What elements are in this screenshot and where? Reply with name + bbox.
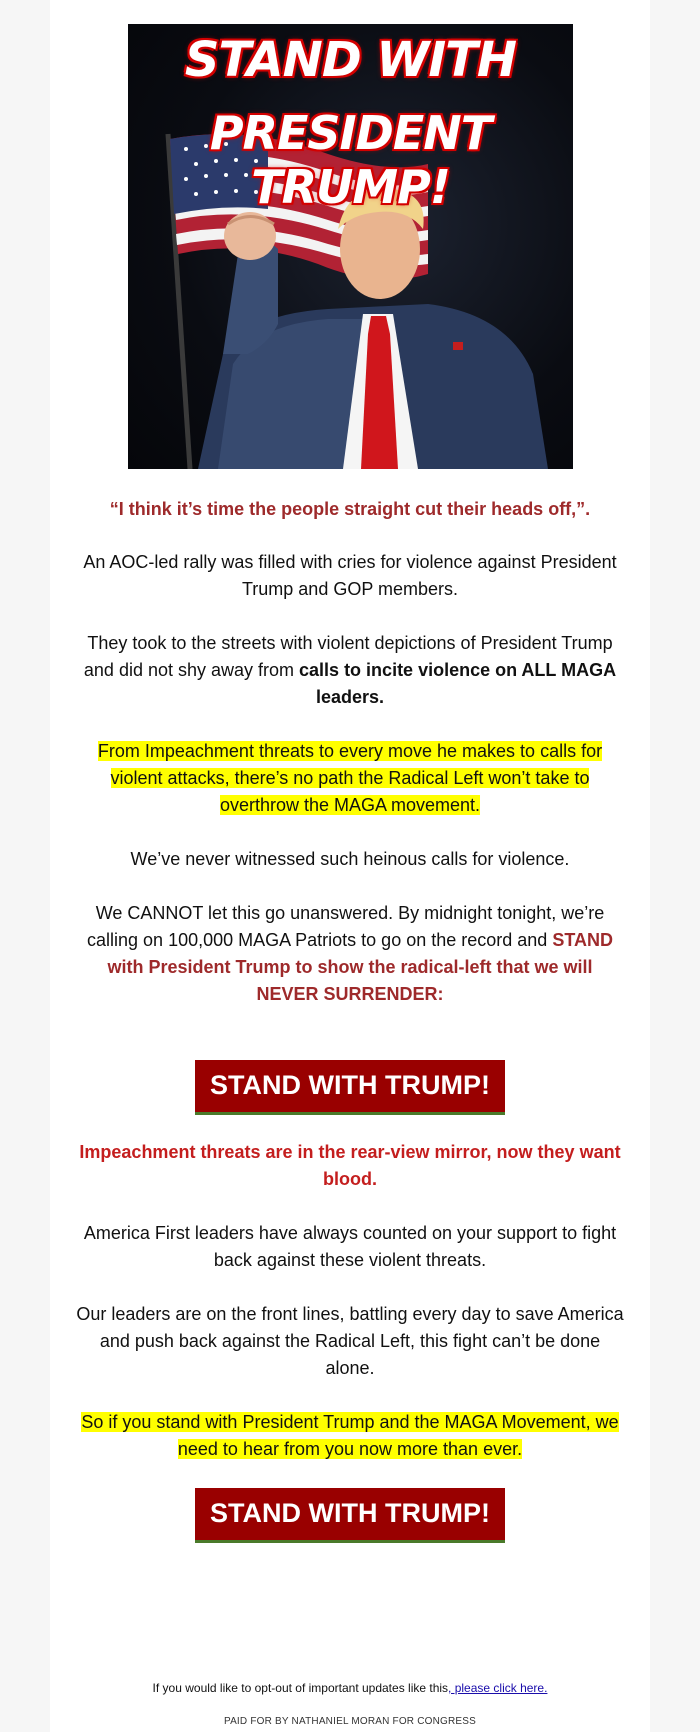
optout-footer xyxy=(50,1681,650,1695)
highlight-text-2: So if you stand with President Trump and the MAGA Movement, we need to hear from you now more than ever. xyxy=(81,1412,619,1459)
paragraph-cta-red: STAND with President Trump to show the radical-left that we will NEVER SURRENDER: xyxy=(107,930,613,1004)
paragraph-front-lines: Our leaders are on the front lines, battling every day to save America and push back against the Radical Left, this fight can’t be done alone. xyxy=(76,1304,624,1378)
paragraph-rally: An AOC-led rally was filled with cries for violence against President Trump and GOP members. xyxy=(83,552,617,599)
highlight-text-1: From Impeachment threats to every move he makes to calls for violent attacks, there’s no path the Radical Left won’t take to overthrow the MAGA movement. xyxy=(97,741,603,815)
hero-title-line1: STAND WITH xyxy=(184,32,517,88)
impeachment-text: Impeachment threats are in the rear-view mirror, now they want blood. xyxy=(79,1142,621,1189)
paragraph-call-to-action xyxy=(75,900,625,1008)
paragraph-cta-text: We CANNOT let this go unanswered. By midnight tonight, we’re calling on 100,000 MAGA Patriots to go on the record and xyxy=(87,903,605,950)
optout-text: If you would like to opt-out of important updates like this xyxy=(152,1681,449,1695)
quote-text: “I think it’s time the people straight cut their heads off,”. xyxy=(109,499,591,519)
trump-with-flag-photo-icon xyxy=(128,24,573,469)
paragraph-streets-bold: calls to incite violence on ALL MAGA leaders. xyxy=(299,660,617,707)
paragraph-streets xyxy=(75,630,625,711)
stand-with-trump-button-2[interactable]: STAND WITH TRUMP! xyxy=(195,1488,505,1543)
stand-with-trump-button-1[interactable]: STAND WITH TRUMP! xyxy=(195,1060,505,1115)
paragraph-highlight-1 xyxy=(75,738,625,819)
paragraph-heinous: We’ve never witnessed such heinous calls for violence. xyxy=(130,849,570,869)
hero-title-line2: PRESIDENT TRUMP! xyxy=(209,106,492,214)
optout-link[interactable]: , please click here. xyxy=(448,1681,548,1695)
paragraph-highlight-2 xyxy=(75,1409,625,1463)
paragraph-streets-text: They took to the streets with violent depictions of President Trump and did not shy away from xyxy=(83,633,613,680)
paid-for-disclaimer: PAID FOR BY NATHANIEL MORAN FOR CONGRESS xyxy=(223,1716,477,1727)
hero-image xyxy=(128,24,573,469)
paragraph-leaders-support: America First leaders have always counted on your support to fight back against these violent threats. xyxy=(83,1223,617,1270)
